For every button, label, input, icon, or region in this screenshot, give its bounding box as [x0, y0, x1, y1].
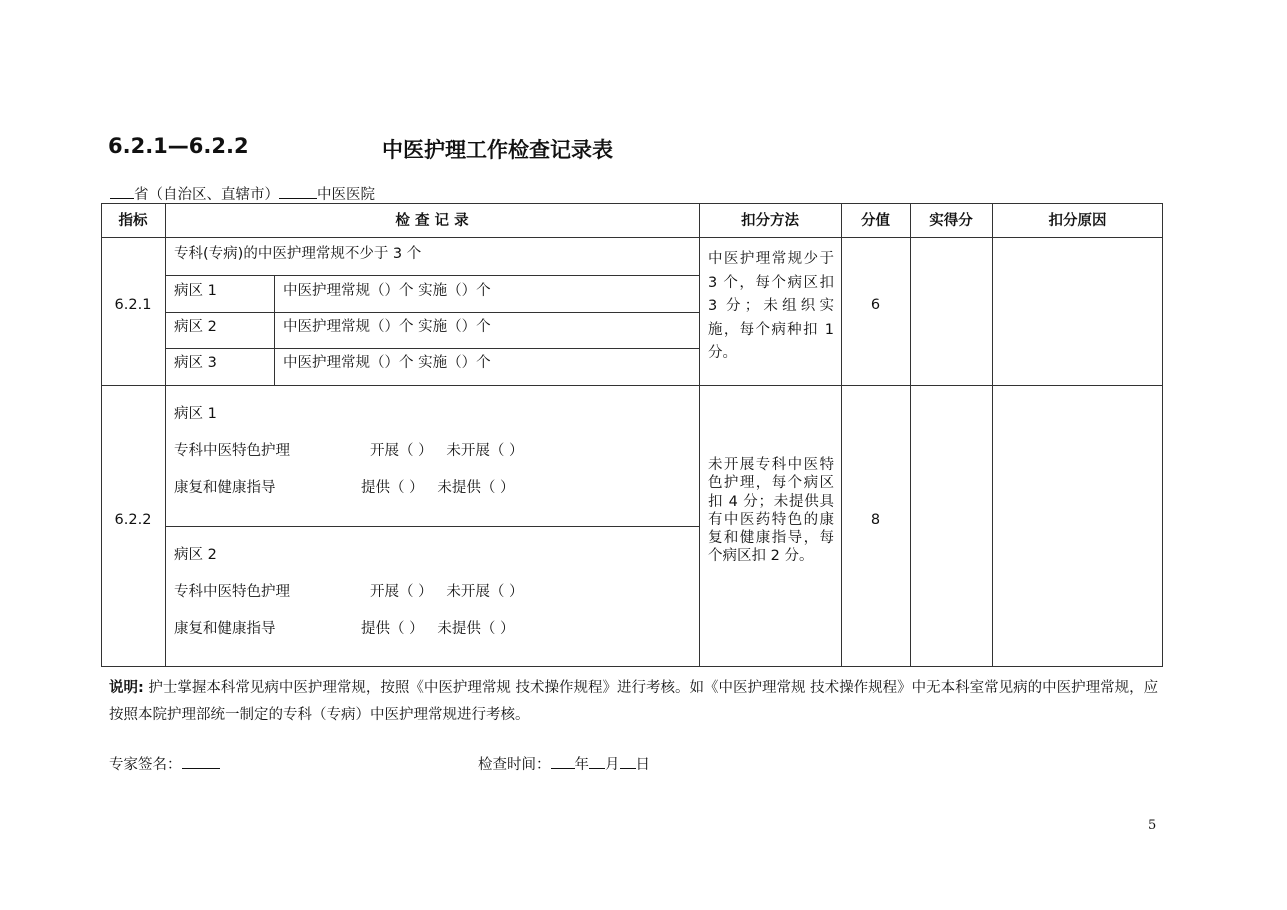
page-number: 5: [1148, 818, 1157, 833]
ward-1-content: 中医护理常规（）个 实施（）个: [283, 283, 491, 299]
form-title: 中医护理工作检查记录表: [382, 138, 613, 162]
header-method: 扣分方法: [741, 213, 799, 229]
rehab-guidance-label: 康复和健康指导: [174, 621, 276, 637]
year-blank[interactable]: [551, 754, 575, 769]
year-label: 年: [574, 757, 589, 773]
province-suffix: 省（自治区、直辖市）: [134, 187, 279, 203]
hospital-line: [110, 183, 375, 204]
month-blank[interactable]: [589, 754, 605, 769]
tcm-nursing-options[interactable]: 开展（ ） 未开展（ ）: [370, 584, 524, 600]
ward-2-label: 病区 2: [174, 547, 217, 563]
date-label: 检查时间：: [478, 757, 551, 773]
day-label: 日: [635, 757, 650, 773]
header-record: 检 查 记 录: [395, 213, 469, 229]
inspection-date: [478, 753, 650, 774]
ward-2-content: 中医护理常规（）个 实施（）个: [283, 319, 491, 335]
header-actual: 实得分: [929, 213, 973, 229]
tcm-nursing-label: 专科中医特色护理: [174, 584, 290, 600]
ward-2-label: 病区 2: [174, 319, 217, 335]
header-reason: 扣分原因: [1048, 213, 1107, 229]
ward-1-label: 病区 1: [174, 406, 217, 422]
actual-score-6-2-2[interactable]: [910, 511, 992, 529]
ward-3-label: 病区 3: [174, 355, 217, 371]
deduction-reason-6-2-1[interactable]: [992, 296, 1163, 314]
province-blank[interactable]: [110, 184, 134, 199]
rehab-guidance-options[interactable]: 提供（ ） 未提供（ ）: [361, 480, 515, 496]
indicator-6-2-2: 6.2.2: [114, 512, 152, 528]
score-6-2-2: 8: [870, 512, 881, 528]
requirement-text: 专科(专病)的中医护理常规不少于 3 个: [174, 246, 422, 262]
hospital-suffix: 中医医院: [317, 187, 375, 203]
day-blank[interactable]: [620, 754, 636, 769]
deduction-reason-6-2-2[interactable]: [992, 511, 1163, 529]
tcm-nursing-options[interactable]: 开展（ ） 未开展（ ）: [370, 443, 524, 459]
signature-blank[interactable]: [182, 754, 220, 769]
header-indicator: 指标: [118, 213, 148, 229]
explanation-note: [109, 675, 1164, 729]
inspection-table: [101, 203, 1163, 667]
note-label: 说明:: [109, 680, 144, 696]
actual-score-6-2-1[interactable]: [910, 296, 992, 314]
indicator-6-2-1: 6.2.1: [114, 297, 152, 313]
header-score: 分值: [861, 213, 890, 229]
note-text: 护士掌握本科常见病中医护理常规，按照《中医护理常规 技术操作规程》进行考核。如《中医护理常规 技术操作规程》中无本科室常见病的中医护理常规，应按照本院护理部统一制定的专科（专病）中医护理常规进行考核。: [109, 680, 1159, 723]
method-6-2-2: 未开展专科中医特色护理，每个病区扣 4 分；未提供具有中医药特色的康复和健康指导，每个病区扣 2 分。: [708, 457, 834, 565]
tcm-nursing-label: 专科中医特色护理: [174, 443, 290, 459]
score-6-2-1: 6: [870, 297, 881, 313]
ward-3-content: 中医护理常规（）个 实施（）个: [283, 355, 491, 371]
month-label: 月: [605, 757, 620, 773]
form-code: 6.2.1—6.2.2: [108, 134, 249, 158]
rehab-guidance-label: 康复和健康指导: [174, 480, 276, 496]
signature-label: 专家签名：: [109, 757, 182, 773]
expert-signature: [109, 753, 220, 774]
rehab-guidance-options[interactable]: 提供（ ） 未提供（ ）: [361, 621, 515, 637]
ward-1-label: 病区 1: [174, 283, 217, 299]
method-6-2-1: 中医护理常规少于 3 个，每个病区扣 3 分；未组织实施，每个病种扣 1 分。: [708, 251, 834, 361]
hospital-blank[interactable]: [279, 184, 317, 199]
